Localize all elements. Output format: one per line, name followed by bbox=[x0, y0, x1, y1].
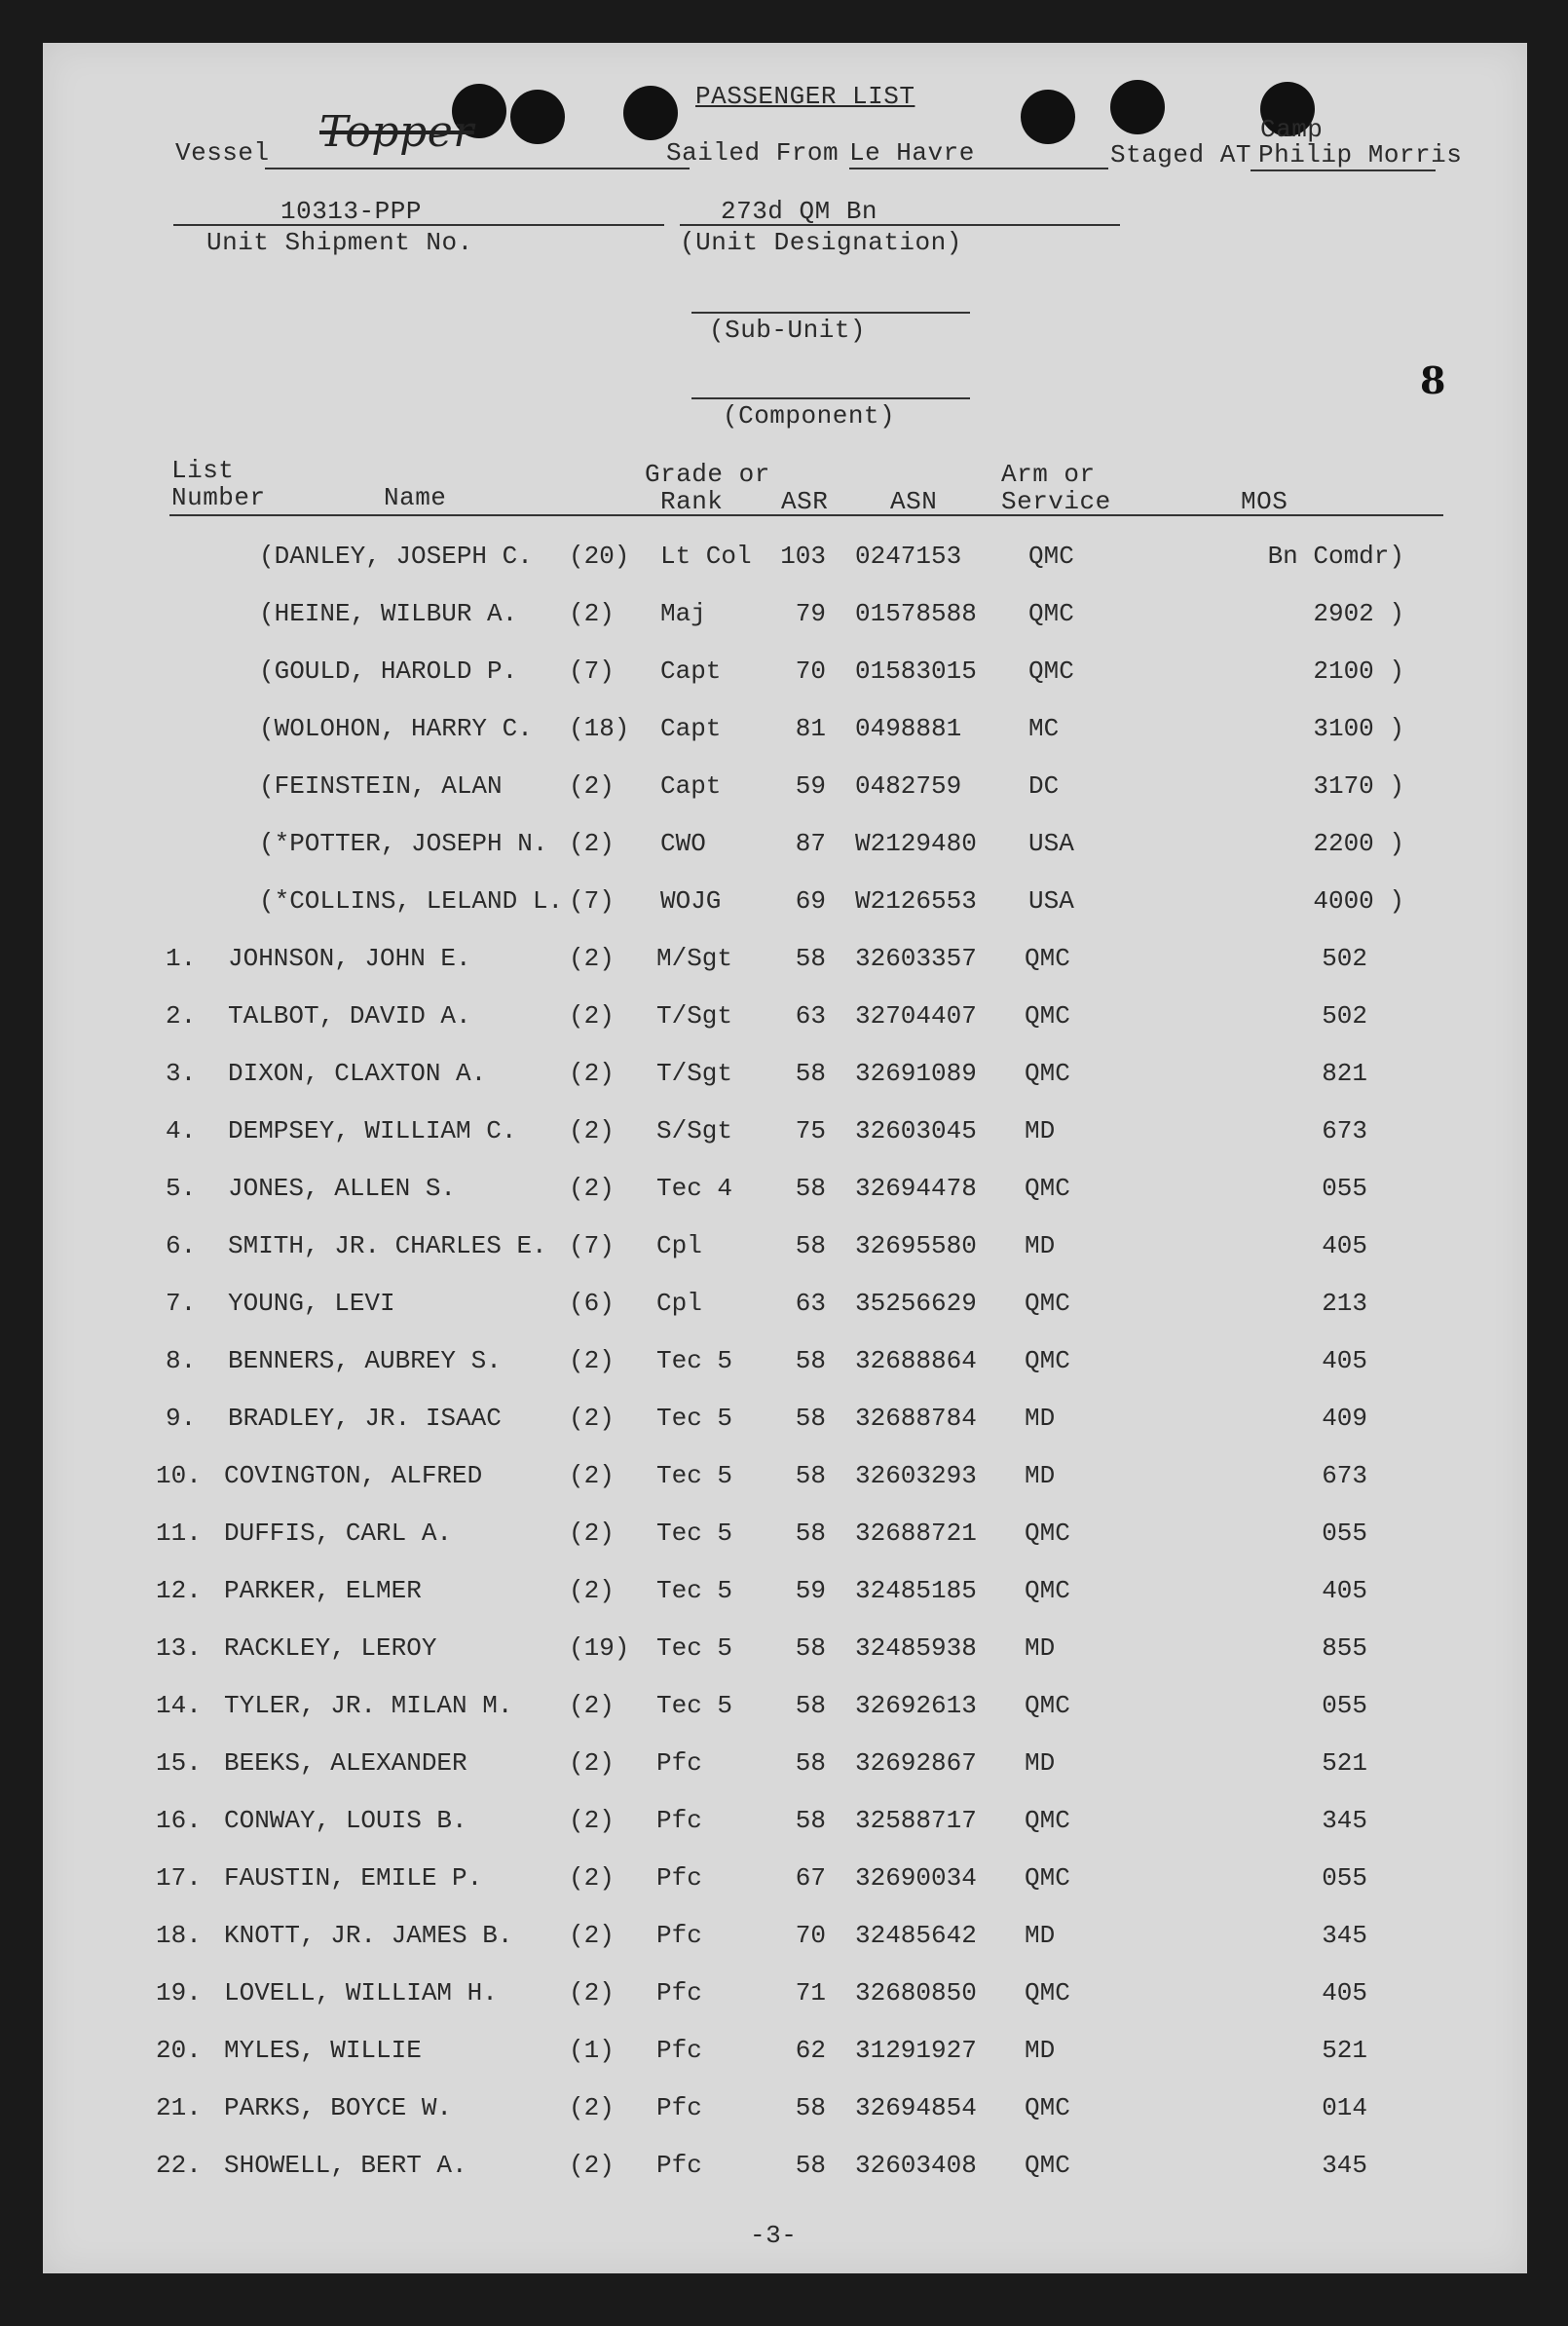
row-asr: 67 bbox=[795, 1863, 826, 1893]
officer-asn: W2129480 bbox=[855, 829, 977, 858]
table-row bbox=[43, 1346, 1527, 1379]
row-mos: 673 bbox=[1322, 1116, 1367, 1145]
vessel-label: Vessel bbox=[175, 138, 270, 168]
punch-hole bbox=[510, 90, 565, 144]
col-arm: Arm or bbox=[1001, 460, 1096, 489]
officer-name: (GOULD, HAROLD P. bbox=[259, 657, 518, 686]
row-asr: 70 bbox=[795, 1921, 826, 1950]
row-code: (1) bbox=[569, 2036, 615, 2065]
officer-code: (2) bbox=[569, 829, 615, 858]
header-rule bbox=[169, 514, 1443, 516]
row-number: 22. bbox=[156, 2151, 202, 2180]
officer-name: (DANLEY, JOSEPH C. bbox=[259, 542, 533, 571]
row-number: 16. bbox=[156, 1806, 202, 1835]
row-mos: 055 bbox=[1322, 1519, 1367, 1548]
officer-row bbox=[43, 714, 1527, 747]
designation-line bbox=[680, 224, 1120, 226]
row-number: 3. bbox=[166, 1059, 197, 1088]
row-grade: Tec 5 bbox=[656, 1633, 733, 1663]
row-name: FAUSTIN, EMILE P. bbox=[224, 1863, 483, 1893]
row-arm: QMC bbox=[1025, 2093, 1070, 2122]
row-code: (2) bbox=[569, 1806, 615, 1835]
row-grade: S/Sgt bbox=[656, 1116, 733, 1145]
row-mos: 502 bbox=[1322, 944, 1367, 973]
officer-name: (HEINE, WILBUR A. bbox=[259, 599, 518, 628]
row-asr: 58 bbox=[795, 1461, 826, 1490]
row-name: LOVELL, WILLIAM H. bbox=[224, 1978, 498, 2007]
officer-name: (*COLLINS, LELAND L. bbox=[259, 886, 564, 916]
row-name: PARKS, BOYCE W. bbox=[224, 2093, 453, 2122]
table-row bbox=[43, 1691, 1527, 1724]
page-marker: -3- bbox=[750, 2221, 798, 2250]
row-asr: 59 bbox=[795, 1576, 826, 1605]
row-name: SHOWELL, BERT A. bbox=[224, 2151, 467, 2180]
row-number: 17. bbox=[156, 1863, 202, 1893]
row-name: COVINGTON, ALFRED bbox=[224, 1461, 483, 1490]
row-mos: 855 bbox=[1322, 1633, 1367, 1663]
row-asn: 32485185 bbox=[855, 1576, 977, 1605]
row-grade: Pfc bbox=[656, 1978, 702, 2007]
row-asr: 58 bbox=[795, 1748, 826, 1778]
table-row bbox=[43, 1231, 1527, 1264]
table-row bbox=[43, 2151, 1527, 2184]
row-grade: Tec 5 bbox=[656, 1519, 733, 1548]
officer-name: (*POTTER, JOSEPH N. bbox=[259, 829, 548, 858]
row-code: (2) bbox=[569, 1691, 615, 1720]
row-code: (2) bbox=[569, 1174, 615, 1203]
row-grade: Tec 5 bbox=[656, 1346, 733, 1375]
designation-label: (Unit Designation) bbox=[680, 228, 962, 257]
row-asn: 32688784 bbox=[855, 1404, 977, 1433]
row-code: (2) bbox=[569, 1001, 615, 1031]
row-asn: 35256629 bbox=[855, 1289, 977, 1318]
officer-asn: 0482759 bbox=[855, 771, 962, 801]
table-row bbox=[43, 1289, 1527, 1322]
row-asn: 32692867 bbox=[855, 1748, 977, 1778]
row-grade: Pfc bbox=[656, 1863, 702, 1893]
officer-asn: W2126553 bbox=[855, 886, 977, 916]
row-mos: 345 bbox=[1322, 2151, 1367, 2180]
row-name: DIXON, CLAXTON A. bbox=[228, 1059, 487, 1088]
row-name: RACKLEY, LEROY bbox=[224, 1633, 437, 1663]
staged-label: Staged AT bbox=[1110, 140, 1251, 169]
row-name: YOUNG, LEVI bbox=[228, 1289, 395, 1318]
col-grade-2: Rank bbox=[660, 487, 724, 516]
row-number: 9. bbox=[166, 1404, 197, 1433]
col-mos: MOS bbox=[1241, 487, 1288, 516]
row-mos: 405 bbox=[1322, 1978, 1367, 2007]
row-arm: QMC bbox=[1025, 1576, 1070, 1605]
row-name: BENNERS, AUBREY S. bbox=[228, 1346, 502, 1375]
officer-grade: WOJG bbox=[660, 886, 722, 916]
officer-code: (18) bbox=[569, 714, 630, 743]
officer-code: (20) bbox=[569, 542, 630, 571]
row-arm: MD bbox=[1025, 1116, 1056, 1145]
officer-row bbox=[43, 542, 1527, 575]
page-number: 8 bbox=[1420, 358, 1446, 402]
row-asn: 32588717 bbox=[855, 1806, 977, 1835]
officer-name: (FEINSTEIN, ALAN bbox=[259, 771, 503, 801]
row-asn: 32603357 bbox=[855, 944, 977, 973]
officer-arm: QMC bbox=[1028, 657, 1074, 686]
table-row bbox=[43, 2036, 1527, 2069]
row-asn: 32485938 bbox=[855, 1633, 977, 1663]
row-grade: T/Sgt bbox=[656, 1001, 733, 1031]
row-arm: QMC bbox=[1025, 2151, 1070, 2180]
row-code: (2) bbox=[569, 1059, 615, 1088]
row-arm: QMC bbox=[1025, 1174, 1070, 1203]
row-asr: 58 bbox=[795, 1404, 826, 1433]
table-row bbox=[43, 1059, 1527, 1092]
row-grade: Tec 4 bbox=[656, 1174, 733, 1203]
row-mos: 521 bbox=[1322, 1748, 1367, 1778]
row-arm: MD bbox=[1025, 1231, 1056, 1260]
subunit-line bbox=[691, 312, 970, 314]
vessel-value: Topper bbox=[319, 107, 474, 157]
row-grade: Cpl bbox=[656, 1289, 702, 1318]
table-row bbox=[43, 1174, 1527, 1207]
row-name: CONWAY, LOUIS B. bbox=[224, 1806, 467, 1835]
row-mos: 405 bbox=[1322, 1576, 1367, 1605]
row-number: 19. bbox=[156, 1978, 202, 2007]
row-grade: Cpl bbox=[656, 1231, 702, 1260]
row-number: 1. bbox=[166, 944, 197, 973]
row-code: (2) bbox=[569, 1346, 615, 1375]
officer-arm: QMC bbox=[1028, 542, 1074, 571]
row-code: (2) bbox=[569, 1519, 615, 1548]
table-row bbox=[43, 1461, 1527, 1494]
row-asr: 58 bbox=[795, 1174, 826, 1203]
row-number: 4. bbox=[166, 1116, 197, 1145]
officer-code: (7) bbox=[569, 657, 615, 686]
component-line bbox=[691, 397, 970, 399]
row-arm: QMC bbox=[1025, 944, 1070, 973]
row-asn: 32695580 bbox=[855, 1231, 977, 1260]
row-mos: 345 bbox=[1322, 1806, 1367, 1835]
row-number: 2. bbox=[166, 1001, 197, 1031]
row-mos: 405 bbox=[1322, 1346, 1367, 1375]
row-arm: QMC bbox=[1025, 1519, 1070, 1548]
component-label: (Component) bbox=[723, 401, 896, 431]
col-arm-2: Service bbox=[1001, 487, 1111, 516]
officer-name: (WOLOHON, HARRY C. bbox=[259, 714, 533, 743]
row-asn: 32485642 bbox=[855, 1921, 977, 1950]
row-arm: QMC bbox=[1025, 1289, 1070, 1318]
officer-arm: USA bbox=[1028, 886, 1074, 916]
row-name: MYLES, WILLIE bbox=[224, 2036, 422, 2065]
row-asr: 62 bbox=[795, 2036, 826, 2065]
table-row bbox=[43, 1978, 1527, 2011]
officer-mos: 2902 ) bbox=[1313, 599, 1404, 628]
row-arm: MD bbox=[1025, 1921, 1056, 1950]
row-number: 6. bbox=[166, 1231, 197, 1260]
officer-mos: 3100 ) bbox=[1313, 714, 1404, 743]
row-arm: QMC bbox=[1025, 1346, 1070, 1375]
camp-label: Camp bbox=[1260, 115, 1324, 144]
officer-asr: 103 bbox=[780, 542, 826, 571]
row-asn: 32603293 bbox=[855, 1461, 977, 1490]
punch-hole bbox=[1021, 90, 1075, 144]
row-code: (2) bbox=[569, 2151, 615, 2180]
row-code: (2) bbox=[569, 944, 615, 973]
row-name: DUFFIS, CARL A. bbox=[224, 1519, 453, 1548]
officer-asr: 70 bbox=[795, 657, 826, 686]
table-row bbox=[43, 1576, 1527, 1609]
row-number: 8. bbox=[166, 1346, 197, 1375]
document-title: PASSENGER LIST bbox=[695, 82, 915, 111]
row-grade: Tec 5 bbox=[656, 1691, 733, 1720]
row-asr: 58 bbox=[795, 1691, 826, 1720]
officer-asr: 79 bbox=[795, 599, 826, 628]
officer-asr: 59 bbox=[795, 771, 826, 801]
col-grade: Grade or bbox=[645, 460, 770, 489]
row-grade: T/Sgt bbox=[656, 1059, 733, 1088]
row-code: (6) bbox=[569, 1289, 615, 1318]
row-asr: 58 bbox=[795, 944, 826, 973]
shipment-label: Unit Shipment No. bbox=[206, 228, 473, 257]
officer-arm: DC bbox=[1028, 771, 1060, 801]
sailed-label: Sailed From bbox=[666, 138, 840, 168]
table-row bbox=[43, 1001, 1527, 1034]
officer-grade: Lt Col bbox=[660, 542, 752, 571]
table-row bbox=[43, 1404, 1527, 1437]
officer-mos: Bn Comdr) bbox=[1267, 542, 1404, 571]
row-arm: QMC bbox=[1025, 1059, 1070, 1088]
table-row bbox=[43, 1116, 1527, 1149]
row-arm: QMC bbox=[1025, 1806, 1070, 1835]
row-arm: MD bbox=[1025, 1748, 1056, 1778]
officer-asn: 0247153 bbox=[855, 542, 962, 571]
row-code: (2) bbox=[569, 1978, 615, 2007]
row-asr: 75 bbox=[795, 1116, 826, 1145]
officer-asn: 01583015 bbox=[855, 657, 977, 686]
row-number: 21. bbox=[156, 2093, 202, 2122]
col-name: Name bbox=[384, 483, 447, 512]
col-asn: ASN bbox=[890, 487, 938, 516]
row-arm: MD bbox=[1025, 1633, 1056, 1663]
row-number: 18. bbox=[156, 1921, 202, 1950]
officer-mos: 4000 ) bbox=[1313, 886, 1404, 916]
row-code: (2) bbox=[569, 1116, 615, 1145]
officer-row bbox=[43, 599, 1527, 632]
officer-arm: USA bbox=[1028, 829, 1074, 858]
row-code: (2) bbox=[569, 1921, 615, 1950]
row-name: SMITH, JR. CHARLES E. bbox=[228, 1231, 547, 1260]
row-name: TYLER, JR. MILAN M. bbox=[224, 1691, 513, 1720]
row-asn: 32680850 bbox=[855, 1978, 977, 2007]
row-grade: M/Sgt bbox=[656, 944, 733, 973]
row-grade: Pfc bbox=[656, 2036, 702, 2065]
officer-row bbox=[43, 771, 1527, 805]
row-asr: 58 bbox=[795, 1633, 826, 1663]
row-number: 20. bbox=[156, 2036, 202, 2065]
table-row bbox=[43, 1633, 1527, 1667]
row-asr: 63 bbox=[795, 1289, 826, 1318]
row-asn: 32603408 bbox=[855, 2151, 977, 2180]
sailed-line bbox=[849, 168, 1108, 169]
row-arm: MD bbox=[1025, 2036, 1056, 2065]
row-asn: 32704407 bbox=[855, 1001, 977, 1031]
row-grade: Pfc bbox=[656, 1748, 702, 1778]
officer-row bbox=[43, 829, 1527, 862]
row-asr: 58 bbox=[795, 1059, 826, 1088]
staged-line bbox=[1251, 169, 1436, 171]
officer-grade: Capt bbox=[660, 714, 722, 743]
row-grade: Pfc bbox=[656, 1921, 702, 1950]
officer-asr: 81 bbox=[795, 714, 826, 743]
row-asn: 32694478 bbox=[855, 1174, 977, 1203]
row-asn: 32603045 bbox=[855, 1116, 977, 1145]
row-name: KNOTT, JR. JAMES B. bbox=[224, 1921, 513, 1950]
officer-mos: 2100 ) bbox=[1313, 657, 1404, 686]
row-code: (2) bbox=[569, 2093, 615, 2122]
officer-arm: QMC bbox=[1028, 599, 1074, 628]
officer-mos: 2200 ) bbox=[1313, 829, 1404, 858]
shipment-line bbox=[173, 224, 664, 226]
officer-grade: Capt bbox=[660, 771, 722, 801]
officer-asr: 69 bbox=[795, 886, 826, 916]
row-name: DEMPSEY, WILLIAM C. bbox=[228, 1116, 517, 1145]
row-asn: 31291927 bbox=[855, 2036, 977, 2065]
row-code: (2) bbox=[569, 1461, 615, 1490]
row-name: PARKER, ELMER bbox=[224, 1576, 422, 1605]
row-asr: 58 bbox=[795, 2151, 826, 2180]
subunit-label: (Sub-Unit) bbox=[709, 316, 867, 345]
row-number: 14. bbox=[156, 1691, 202, 1720]
row-asn: 32690034 bbox=[855, 1863, 977, 1893]
row-mos: 014 bbox=[1322, 2093, 1367, 2122]
row-arm: QMC bbox=[1025, 1001, 1070, 1031]
table-row bbox=[43, 1748, 1527, 1782]
sailed-value: Le Havre bbox=[849, 138, 975, 168]
row-arm: QMC bbox=[1025, 1978, 1070, 2007]
row-code: (2) bbox=[569, 1863, 615, 1893]
row-code: (2) bbox=[569, 1748, 615, 1778]
officer-asn: 0498881 bbox=[855, 714, 962, 743]
table-row bbox=[43, 2093, 1527, 2126]
row-asn: 32694854 bbox=[855, 2093, 977, 2122]
officer-grade: CWO bbox=[660, 829, 706, 858]
row-asn: 32688864 bbox=[855, 1346, 977, 1375]
row-grade: Pfc bbox=[656, 2093, 702, 2122]
row-asr: 58 bbox=[795, 1806, 826, 1835]
col-asr: ASR bbox=[781, 487, 829, 516]
row-number: 13. bbox=[156, 1633, 202, 1663]
officer-code: (2) bbox=[569, 599, 615, 628]
row-number: 11. bbox=[156, 1519, 202, 1548]
table-row bbox=[43, 944, 1527, 977]
officer-arm: MC bbox=[1028, 714, 1060, 743]
table-row bbox=[43, 1863, 1527, 1896]
row-mos: 345 bbox=[1322, 1921, 1367, 1950]
vessel-line bbox=[265, 168, 690, 169]
row-asn: 32691089 bbox=[855, 1059, 977, 1088]
row-arm: QMC bbox=[1025, 1863, 1070, 1893]
row-arm: QMC bbox=[1025, 1691, 1070, 1720]
row-asr: 63 bbox=[795, 1001, 826, 1031]
punch-hole bbox=[1110, 80, 1165, 134]
punch-hole bbox=[623, 86, 678, 140]
row-asr: 58 bbox=[795, 1231, 826, 1260]
row-asr: 71 bbox=[795, 1978, 826, 2007]
officer-row bbox=[43, 886, 1527, 919]
row-mos: 213 bbox=[1322, 1289, 1367, 1318]
col-list-number-2: Number bbox=[171, 483, 266, 512]
shipment-value: 10313-PPP bbox=[280, 197, 422, 226]
row-mos: 502 bbox=[1322, 1001, 1367, 1031]
staged-value: Philip Morris bbox=[1258, 140, 1463, 169]
row-mos: 409 bbox=[1322, 1404, 1367, 1433]
row-number: 7. bbox=[166, 1289, 197, 1318]
table-row bbox=[43, 1806, 1527, 1839]
designation-value: 273d QM Bn bbox=[721, 197, 878, 226]
row-number: 15. bbox=[156, 1748, 202, 1778]
row-asr: 58 bbox=[795, 1519, 826, 1548]
officer-asr: 87 bbox=[795, 829, 826, 858]
row-grade: Tec 5 bbox=[656, 1461, 733, 1490]
row-arm: MD bbox=[1025, 1404, 1056, 1433]
row-asn: 32688721 bbox=[855, 1519, 977, 1548]
row-code: (7) bbox=[569, 1231, 615, 1260]
row-grade: Pfc bbox=[656, 1806, 702, 1835]
row-arm: MD bbox=[1025, 1461, 1056, 1490]
officer-grade: Maj bbox=[660, 599, 706, 628]
row-name: BRADLEY, JR. ISAAC bbox=[228, 1404, 502, 1433]
officer-code: (2) bbox=[569, 771, 615, 801]
row-number: 10. bbox=[156, 1461, 202, 1490]
row-code: (19) bbox=[569, 1633, 630, 1663]
row-mos: 521 bbox=[1322, 2036, 1367, 2065]
row-number: 5. bbox=[166, 1174, 197, 1203]
row-asn: 32692613 bbox=[855, 1691, 977, 1720]
row-mos: 673 bbox=[1322, 1461, 1367, 1490]
officer-code: (7) bbox=[569, 886, 615, 916]
row-name: BEEKS, ALEXANDER bbox=[224, 1748, 467, 1778]
row-grade: Pfc bbox=[656, 2151, 702, 2180]
row-mos: 821 bbox=[1322, 1059, 1367, 1088]
row-name: TALBOT, DAVID A. bbox=[228, 1001, 471, 1031]
row-code: (2) bbox=[569, 1576, 615, 1605]
row-grade: Tec 5 bbox=[656, 1404, 733, 1433]
row-number: 12. bbox=[156, 1576, 202, 1605]
col-list-number: List bbox=[171, 456, 235, 485]
table-row bbox=[43, 1921, 1527, 1954]
row-name: JOHNSON, JOHN E. bbox=[228, 944, 471, 973]
row-mos: 055 bbox=[1322, 1691, 1367, 1720]
row-mos: 055 bbox=[1322, 1174, 1367, 1203]
document-page bbox=[43, 43, 1527, 2273]
officer-mos: 3170 ) bbox=[1313, 771, 1404, 801]
officer-asn: 01578588 bbox=[855, 599, 977, 628]
officer-row bbox=[43, 657, 1527, 690]
row-mos: 055 bbox=[1322, 1863, 1367, 1893]
row-grade: Tec 5 bbox=[656, 1576, 733, 1605]
row-asr: 58 bbox=[795, 1346, 826, 1375]
row-name: JONES, ALLEN S. bbox=[228, 1174, 457, 1203]
row-asr: 58 bbox=[795, 2093, 826, 2122]
row-code: (2) bbox=[569, 1404, 615, 1433]
row-mos: 405 bbox=[1322, 1231, 1367, 1260]
officer-grade: Capt bbox=[660, 657, 722, 686]
table-row bbox=[43, 1519, 1527, 1552]
